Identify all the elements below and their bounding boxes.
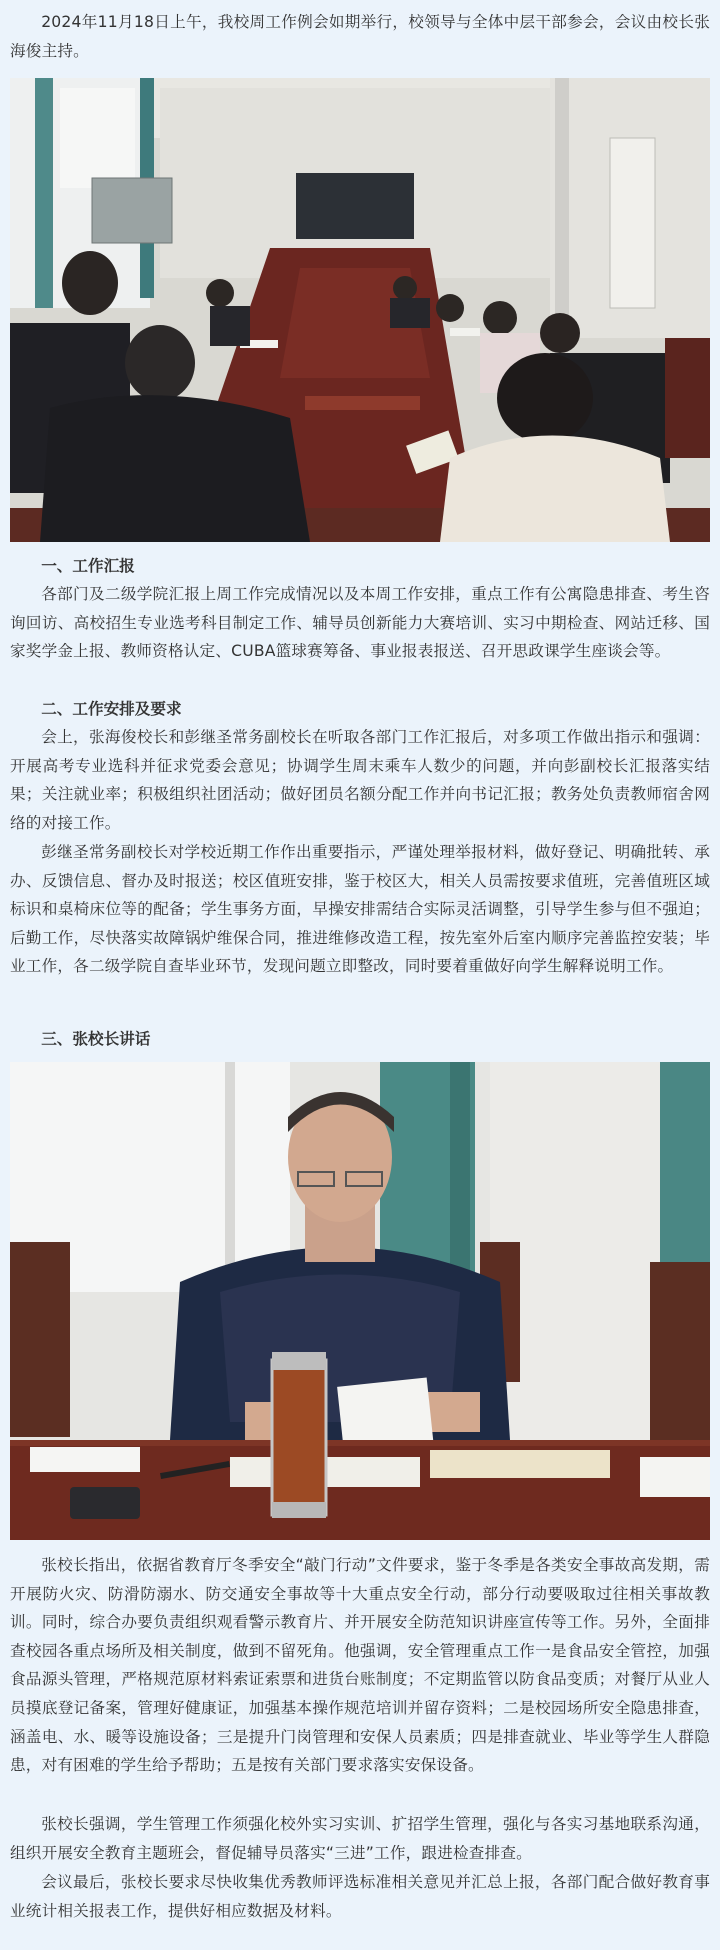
arrangements-paragraph-1: 会上，张海俊校长和彭继圣常务副校长在听取各部门工作汇报后，对多项工作做出指示和强调：开展高考专业选科并征求党委会意见；协调学生周末乘车人数少的问题，并向彭副校长汇报落实结果；关注就业率；积极组织社团活动；做好团员名额分配工作并向书记汇报；教务处负责教师宿舍网络的对接工作。 [10, 728, 710, 832]
principal-speech-photo [10, 1062, 710, 1540]
section-heading-work-report: 一、工作汇报 [41, 557, 135, 575]
section-heading-arrangements: 二、工作安排及要求 [41, 700, 182, 718]
speech-paragraph-2: 张校长强调，学生管理工作须强化校外实习实训、扩招学生管理，强化与各实习基地联系沟通，组织开展安全教育主题班会，督促辅导员落实“三进”工作，跟进检查排查。 [10, 1815, 710, 1862]
intro-paragraph: 2024年11月18日上午，我校周工作例会如期举行，校领导与全体中层干部参会，会议由校长张海俊主持。 [10, 13, 710, 60]
speech-paragraph-1: 张校长指出，依据省教育厅冬季安全“敲门行动”文件要求，鉴于冬季是各类安全事故高发期，需开展防火灾、防滑防溺水、防交通安全事故等十大重点安全行动，部分行动要吸取过往相关事故教训。同时，综合办要负责组织观看警示教育片、并开展安全防范知识讲座宣传等工作。另外，全面排查校园各重点场所及相关制度，做到不留死角。他强调，安全管理重点工作一是食品安全管控，加强食品源头管理，严格规范原材料索证索票和进货台账制度；不定期监管以防食品变质；对餐厅从业人员摸底登记备案，管理好健康证，加强基本操作规范培训并留存资料；二是校园场所安全隐患排查，涵盖电、水、暖等设施设备；三是提升门岗管理和安保人员素质；四是排查就业、毕业等学生人群隐患，对有困难的学生给予帮助；五是按有关部门要求落实安保设备。 [10, 1556, 710, 1775]
work-report-paragraph: 各部门及二级学院汇报上周工作完成情况以及本周工作安排，重点工作有公寓隐患排查、考生咨询回访、高校招生专业选考科目制定工作、辅导员创新能力大赛培训、实习中期检查、网站迁移、国家奖学金上报、教师资格认定、CUBA篮球赛筹备、事业报表报送、召开思政课学生座谈会等。 [10, 585, 710, 661]
section-heading-speech: 三、张校长讲话 [41, 1030, 151, 1048]
speech-paragraph-3: 会议最后，张校长要求尽快收集优秀教师评选标准相关意见并汇总上报，各部门配合做好教育事业统计相关报表工作，提供好相应数据及材料。 [10, 1873, 710, 1920]
meeting-room-photo [10, 78, 710, 542]
arrangements-paragraph-2: 彭继圣常务副校长对学校近期工作作出重要指示，严谨处理举报材料，做好登记、明确批转、承办、反馈信息、督办及时报送；校区值班安排，鉴于校区大，相关人员需按要求值班，完善值班区域标识和桌椅床位等的配备；学生事务方面，早操安排需结合实际灵活调整，引导学生参与但不强迫；后勤工作，尽快落实故障锅炉维保合同，推进维修改造工程，按先室外后室内顺序完善监控安装；毕业工作，各二级学院自查毕业环节，发现问题立即整改，同时要着重做好向学生解释说明工作。 [10, 843, 710, 976]
